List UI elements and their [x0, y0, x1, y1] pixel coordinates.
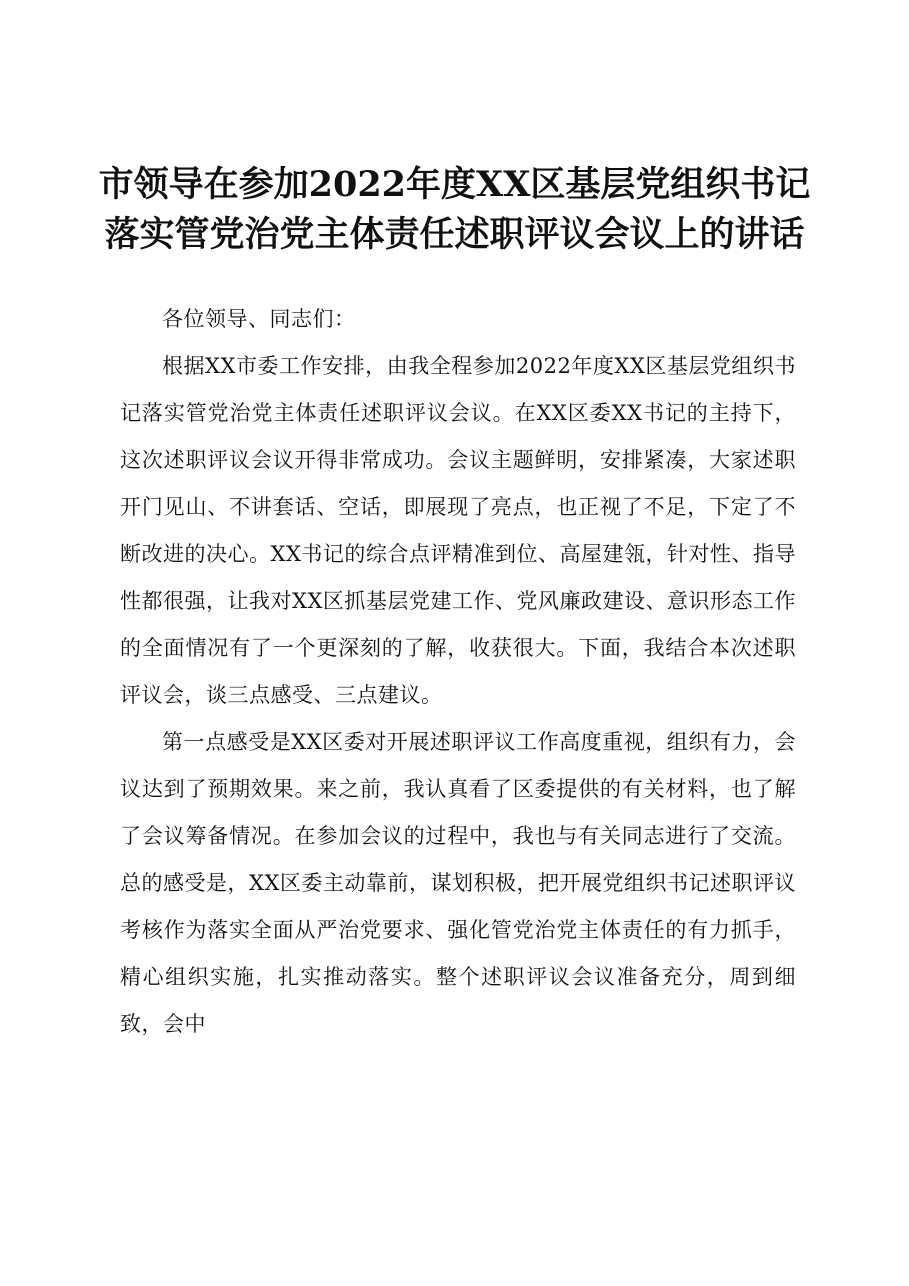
paragraph-2: 第一点感受是XX区委对开展述职评议工作高度重视，组织有力，会议达到了预期效果。来之前，我认真看了区委提供的有关材料，也了解了会议筹备情况。在参加会议的过程中，我也与有关同志进行了交流。总的感受是，XX区委主动靠前，谋划积极，把开展党组织书记述职评议考核作为落实全面从严治党要求、强化管党治党主体责任的有力抓手，精心组织实施，扎实推动落实。整个述职评议会议准备充分，周到细致，会中	[120, 730, 796, 1036]
title-line-2: 落实管党治党主体责任述职评议会议上的讲话	[104, 214, 805, 255]
document-body	[120, 296, 796, 1048]
salutation: 各位领导、同志们：	[162, 307, 356, 331]
document-title	[60, 160, 849, 260]
paragraph-1: 根据XX市委工作安排，由我全程参加2022年度XX区基层党组织书记落实管党治党主体责任述职评议会议。在XX区委XX书记的主持下，这次述职评议会议开得非常成功。会议主题鲜明，安排紧凑，大家述职开门见山、不讲套话、空话，即展现了亮点，也正视了不足，下定了不断改进的决心。XX书记的综合点评精准到位、高屋建瓴，针对性、指导性都很强，让我对XX区抓基层党建工作、党风廉政建设、意识形态工作的全面情况有了一个更深刻的了解，收获很大。下面，我结合本次述职评议会，谈三点感受、三点建议。	[120, 354, 796, 707]
title-line-1: 市领导在参加2022年度XX区基层党组织书记	[98, 164, 811, 205]
